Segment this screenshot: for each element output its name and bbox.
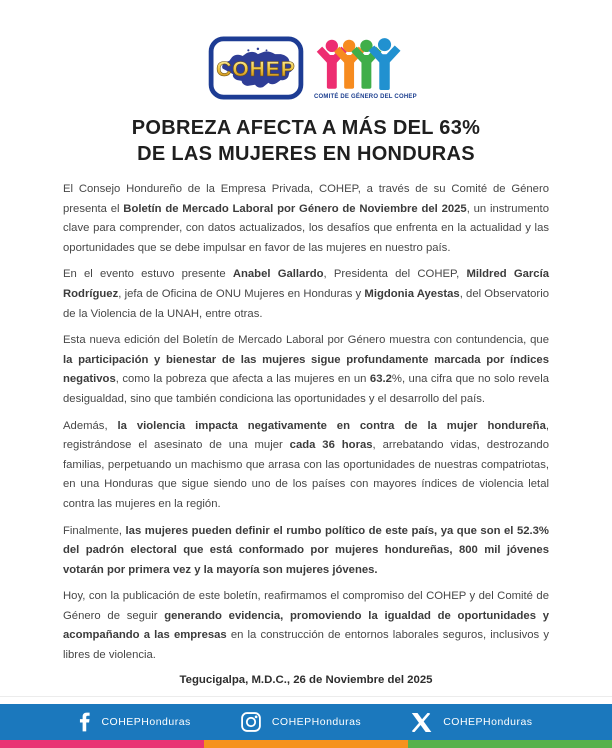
paragraph [63, 522, 549, 581]
text-segment: Hoy, con la publicación de este boletín, reafirmamos el compromiso del COHEP y del Comité de Género de seguir [63, 590, 549, 622]
text-segment: la participación y bienestar de las mujeres sigue profundamente marcada por índices negativos [63, 353, 549, 386]
x-icon [411, 713, 432, 732]
text-segment: Anabel Gallardo [232, 268, 324, 281]
text-segment: Boletín de Mercado Laboral por Género de Noviembre del 2025 [123, 202, 467, 215]
text-segment: , registrándose el asesinato de una mujer [63, 419, 549, 452]
text-segment: , Presidenta del COHEP, [323, 268, 467, 281]
stripe-green [408, 740, 612, 748]
text-segment: , del Observatorio de la Violencia de la UNAH, entre otras. [63, 287, 549, 320]
facebook-icon [79, 712, 90, 732]
title-line-1: POBREZA AFECTA A MÁS DEL 63% [131, 117, 481, 139]
paragraph [63, 265, 549, 324]
body-paragraphs [63, 180, 549, 666]
comite-logo-caption: COMITÉ DE GÉNERO DEL COHEP [314, 94, 417, 100]
text-segment: en la construcción de entornos laborales seguros, inclusivos y libres de violencia. [63, 629, 549, 662]
footer [0, 704, 612, 748]
footer-divider [0, 696, 612, 697]
dateline: Tegucigalpa, M.D.C., 26 de Noviembre del 2025 [179, 673, 433, 686]
social-handle: COHEPHonduras [271, 716, 362, 728]
header-logos [0, 0, 612, 100]
text-segment: , jefa de Oficina de ONU Mujeres en Honduras y [118, 287, 365, 300]
social-handle: COHEPHonduras [443, 716, 533, 728]
social-handle: COHEPHonduras [101, 716, 191, 728]
comite-gender-logo [314, 36, 417, 100]
text-segment: generando evidencia, promoviendo la igualdad de oportunidades y acompañando a las empresas [63, 609, 549, 642]
text-segment: , arrebatando vidas, destrozando familias, perpetuando un machismo que arrasa con las oportunidades de nuestras compatriotas, en una Honduras que sigue siendo uno de los países con mayores índices de violencia letal contra las mujeres en la región. [63, 439, 549, 510]
instagram-icon [241, 712, 261, 732]
text-segment: 63.2 [369, 373, 392, 386]
text-segment: Mildred García Rodríguez [63, 268, 549, 300]
text-segment: , un instrumento clave para comprender, con datos actualizados, los desafíos que enfrenta en la actualidad y las oportunidades que se debe impulsar en favor de las mujeres en nuestro país. [63, 202, 549, 254]
text-segment: las mujeres pueden definir el rumbo político de este país, ya que son el 52.3% del padrón electoral que está conformado por mujeres hondureñas, 800 mil jóvenes votarán por primera vez y la mayoría son mujeres jóvenes. [63, 524, 549, 576]
stripe-pink [0, 740, 204, 748]
gender-figure-blue-icon [371, 38, 397, 90]
stripe-orange [204, 740, 408, 748]
title-line-2: DE LAS MUJERES EN HONDURAS [137, 143, 475, 165]
text-segment: %, una cifra que no solo revela desigualdad, sino que también condiciona las oportunidades y el desarrollo del país. [63, 373, 549, 405]
text-segment: Además, [63, 419, 118, 432]
text-segment: la violencia impacta negativamente en contra de la mujer hondureña [117, 419, 546, 432]
text-segment: Esta nueva edición del Boletín de Mercado Laboral por Género muestra con contundencia, que [63, 334, 549, 347]
social-bar [0, 704, 612, 740]
paragraph [63, 587, 549, 665]
cohep-logo [208, 36, 304, 100]
x-link[interactable] [411, 713, 532, 732]
text-segment: cada 36 horas [289, 439, 373, 452]
text-segment: , como la pobreza que afecta a las mujeres en un [115, 373, 370, 386]
paragraph [63, 417, 549, 515]
footer-stripe [0, 740, 612, 748]
gender-figure-pink-icon [319, 40, 344, 89]
facebook-link[interactable] [79, 712, 190, 732]
instagram-link[interactable] [241, 712, 361, 732]
paragraph [63, 331, 549, 409]
text-segment: En el evento estuvo presente [63, 268, 233, 281]
cohep-logo-text: COHEP [216, 58, 296, 82]
gender-figure-orange-icon [337, 40, 362, 89]
page-title [40, 115, 572, 167]
text-segment: El Consejo Hondureño de la Empresa Privada, COHEP, a través de su Comité de Género presenta el [63, 183, 549, 215]
paragraph [63, 180, 549, 258]
text-segment: Migdonia Ayestas [364, 287, 460, 300]
text-segment: Finalmente, [63, 524, 126, 537]
